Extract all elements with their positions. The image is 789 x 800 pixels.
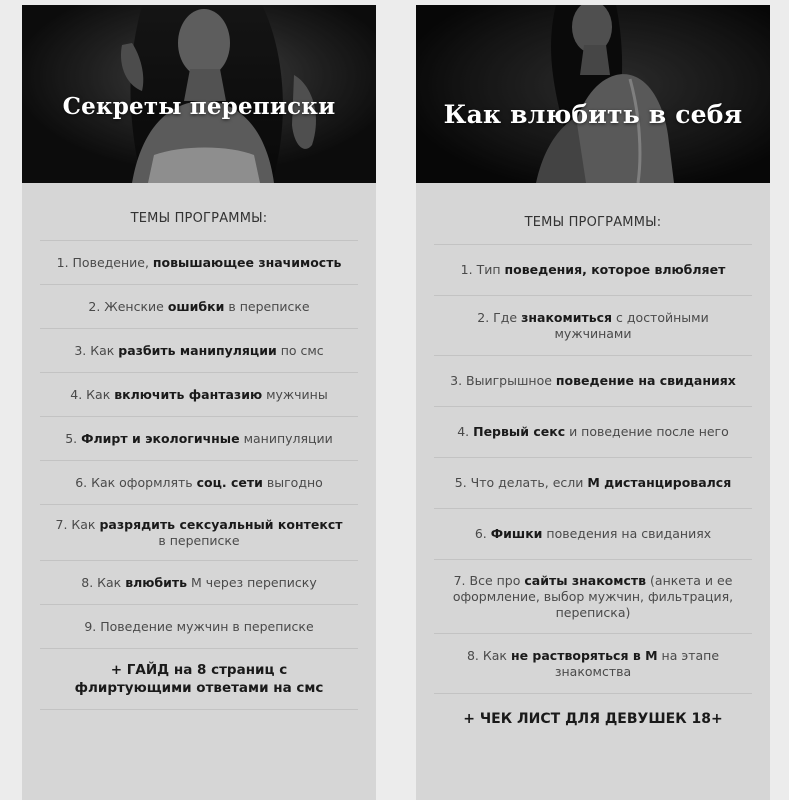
topics-heading: ТЕМЫ ПРОГРАММЫ:	[130, 211, 268, 226]
topic-text: 1. Поведение, повышающее значимость	[56, 254, 342, 270]
bonus-item: + ЧЕК ЛИСТ ДЛЯ ДЕВУШЕК 18+	[434, 693, 752, 743]
topic-item	[40, 284, 358, 328]
topic-text: 7. Как разрядить сексуальный контекст в переписке	[55, 516, 343, 548]
card-hero-image	[22, 5, 376, 183]
topic-text: 2. Женские ошибки в переписке	[88, 298, 310, 314]
topic-text: 6. Фишки поведения на свиданиях	[474, 526, 712, 541]
topic-text: 1. Тип поведения, которое влюбляет	[460, 262, 726, 277]
topic-item	[434, 559, 752, 633]
topic-text: 6. Как оформлять соц. сети выгодно	[75, 474, 323, 490]
topic-item	[434, 295, 752, 355]
topic-text: 4. Первый секс и поведение после него	[457, 424, 729, 439]
program-card-make-fall-in-love[interactable]	[416, 5, 770, 800]
card-title: Как влюбить в себя	[443, 100, 743, 129]
topic-item	[40, 560, 358, 604]
topic-text: 3. Как разбить манипуляции по смс	[74, 342, 324, 358]
topic-text: 5. Флирт и экологичные манипуляции	[65, 430, 333, 446]
topic-item	[434, 355, 752, 406]
topic-text: 7. Все про сайты знакомств (анкета и ее оформление, выбор мужчин, фильтрация, переписка)	[452, 572, 734, 620]
topic-text: 5. Что делать, если М дистанцировался	[454, 475, 732, 490]
woman-portrait-photo	[416, 5, 770, 183]
topic-item	[40, 604, 358, 648]
topic-text: 8. Как влюбить М через переписку	[81, 574, 317, 590]
topic-text: 8. Как не растворяться в М на этапе знакомства	[466, 647, 720, 679]
topic-item	[434, 633, 752, 693]
topic-item	[434, 406, 752, 457]
topic-item	[40, 372, 358, 416]
program-card-texting-secrets[interactable]	[22, 5, 376, 800]
card-hero-image	[416, 5, 770, 183]
topic-item	[434, 508, 752, 559]
topic-item	[434, 457, 752, 508]
topic-item	[40, 240, 358, 284]
topics-list	[434, 244, 752, 743]
topics-heading: ТЕМЫ ПРОГРАММЫ:	[524, 215, 662, 230]
topic-item	[40, 504, 358, 560]
bonus-item: + ГАЙД на 8 страниц с флиртующими ответами на смс	[40, 648, 358, 710]
topic-item	[40, 460, 358, 504]
topic-text: 4. Как включить фантазию мужчины	[70, 386, 328, 402]
card-title: Секреты переписки	[62, 93, 336, 120]
topic-text: 2. Где знакомиться с достойными мужчинами	[477, 309, 709, 341]
topic-text: 9. Поведение мужчин в переписке	[84, 618, 314, 634]
topic-text: 3. Выигрышное поведение на свиданиях	[450, 373, 736, 388]
topic-item	[40, 416, 358, 460]
topics-list	[40, 240, 358, 710]
topic-item	[40, 328, 358, 372]
topic-item	[434, 244, 752, 295]
